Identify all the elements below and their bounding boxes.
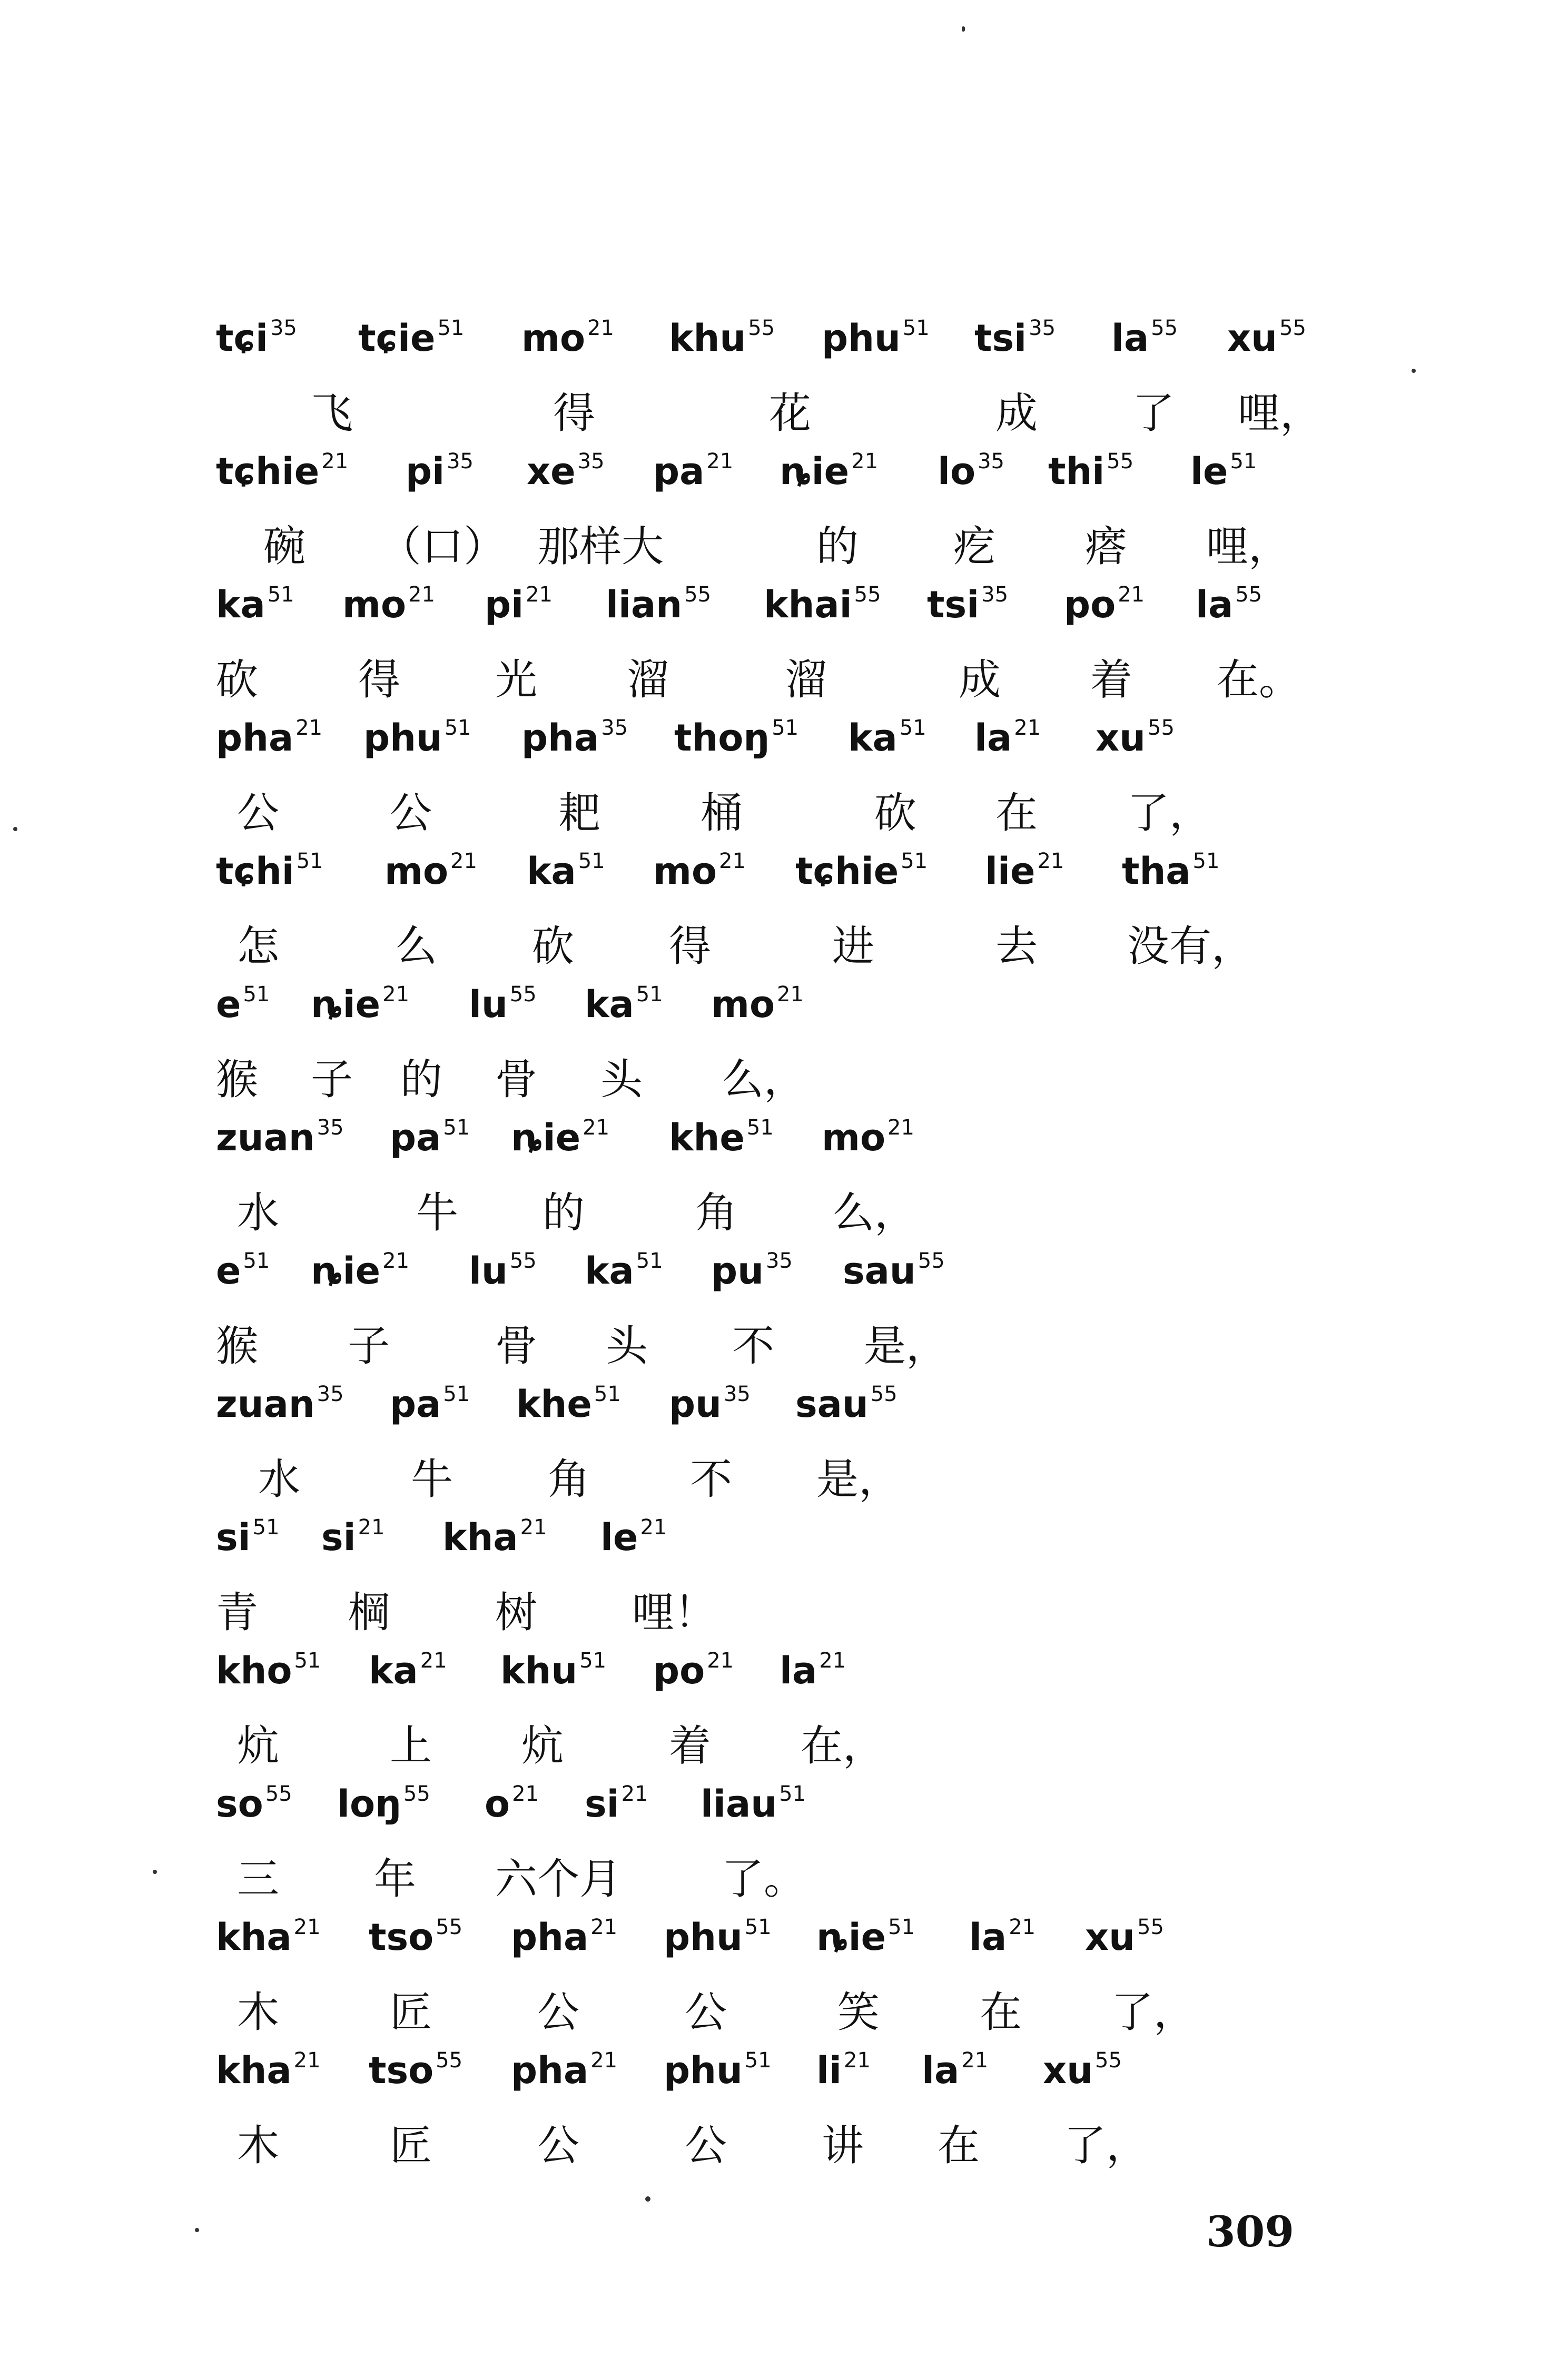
gloss-word: 了， [1127,788,1211,837]
gloss-word: 成 [995,389,1038,438]
gloss-word: 成 [959,655,1001,704]
tone-number: 35 [317,1382,344,1406]
gloss-word: 子 [311,1055,353,1104]
gloss-word: 么， [832,1188,916,1237]
gloss-word: 那样大 [537,522,664,571]
tone-number: 51 [746,1116,774,1140]
syllable-text: tɕhi [216,850,294,893]
gloss-word: 炕 [237,1721,279,1770]
syllable-text: tsi [974,317,1027,360]
verse-line [216,561,1348,704]
tone-number: 35 [447,449,474,474]
tone-number: 35 [270,316,297,340]
gloss-word: 公 [537,2121,579,2170]
gloss-word: 树 [495,1588,537,1637]
syllable-text: po [653,1649,705,1692]
gloss-word: 在 [938,2121,980,2170]
interlinear-text [216,295,1348,2170]
gloss-word: 溜 [627,655,669,704]
gloss-word: 没有， [1127,922,1254,971]
tone-number: 51 [444,716,471,740]
tone-number: 21 [961,2048,989,2073]
tone-number: 21 [719,849,746,873]
tone-number: 21 [382,982,410,1007]
syllable-text: tɕie [358,317,436,360]
syllable-text: o [485,1782,510,1826]
scan-speck [1412,369,1416,373]
gloss-word: 疙 [953,522,995,571]
gloss-word: 桶 [701,788,743,837]
chinese-gloss-row [216,1094,1348,1237]
gloss-word: 讲 [822,2121,864,2170]
tone-number: 21 [321,449,349,474]
chinese-gloss-row [216,295,1348,438]
tone-number: 21 [621,1782,648,1806]
syllable-text: le [600,1516,638,1559]
syllable-text: lian [606,583,683,626]
syllable-text: lu [469,983,508,1026]
syllable-text: si [321,1516,356,1559]
tone-number: 51 [594,1382,621,1406]
syllable-text: la [922,2049,960,2092]
tone-number: 21 [520,1515,547,1540]
syllable-text: khe [516,1383,592,1426]
tone-number: 55 [854,583,881,607]
tone-number: 55 [509,1249,537,1273]
syllable-text: pha [511,1916,589,1959]
tone-number: 51 [579,1649,607,1673]
gloss-word: 么， [722,1055,806,1104]
tone-number: 55 [684,583,711,607]
syllable-text: tso [369,2049,434,2092]
gloss-word: 是， [816,1455,901,1504]
verse-line [216,828,1348,971]
gloss-word: 哩， [1238,389,1322,438]
tone-number: 21 [590,1915,618,1939]
syllable-text: la [1111,317,1149,360]
tone-number: 21 [382,1249,410,1273]
syllable-text: pa [390,1383,441,1426]
tone-number: 35 [978,449,1004,474]
syllable-text: pha [521,716,599,760]
syllable-text: xu [1043,2049,1093,2092]
page-number: 309 [1206,2207,1294,2256]
tone-number: 21 [587,316,614,340]
tone-number: 35 [317,1116,344,1140]
tone-number: 21 [450,849,477,873]
tone-number: 51 [252,1515,280,1540]
tone-number: 21 [1118,583,1145,607]
gloss-word: 砍 [874,788,916,837]
tone-number: 55 [870,1382,898,1406]
gloss-word: 牛 [416,1188,458,1237]
gloss-word: 光 [495,655,537,704]
syllable-text: pi [485,583,524,626]
gloss-word: 碗 [263,522,305,571]
verse-line [216,1494,1348,1637]
tone-number: 51 [744,2048,772,2073]
gloss-word: 猴 [216,1055,258,1104]
syllable-text: sau [795,1383,869,1426]
gloss-word: 在。 [1217,655,1301,704]
syllable-text: la [780,1649,817,1692]
syllable-text: mo [822,1116,886,1159]
tone-number: 35 [577,449,605,474]
gloss-word: 匠 [390,2121,432,2170]
syllable-text: la [969,1916,1007,1959]
tone-number: 55 [509,982,537,1007]
gloss-word: 的 [543,1188,585,1237]
syllable-text: kha [216,2049,292,2092]
gloss-word: 着 [1090,655,1132,704]
syllable-text: tɕhie [216,450,320,493]
syllable-text: so [216,1782,263,1826]
gloss-word: 炕 [521,1721,564,1770]
gloss-word: 是， [864,1321,948,1370]
gloss-word: 三 [237,1855,279,1903]
verse-line [216,1761,1348,1903]
gloss-word: 公 [537,1988,579,2037]
chinese-gloss-row [216,961,1348,1104]
tone-number: 21 [358,1515,385,1540]
syllable-text: zuan [216,1383,315,1426]
syllable-text: mo [711,983,775,1026]
gloss-word: 骨 [495,1321,537,1370]
tone-number: 21 [851,449,879,474]
syllable-text: ȵie [780,450,850,493]
syllable-text: khu [669,317,746,360]
gloss-word: 了 [1132,389,1175,438]
syllable-text: ka [216,583,265,626]
tone-number: 51 [636,982,663,1007]
syllable-text: mo [521,317,586,360]
tone-number: 21 [583,1116,610,1140]
syllable-text: xe [527,450,576,493]
syllable-text: lie [985,850,1036,893]
syllable-text: ka [585,983,634,1026]
gloss-word: 水 [258,1455,300,1504]
chinese-gloss-row [216,828,1348,971]
tone-number: 35 [1029,316,1056,340]
gloss-word: 匠 [390,1988,432,2037]
gloss-word: 六个月 [495,1855,622,1903]
gloss-word: 公 [237,788,279,837]
gloss-word: 砍 [216,655,258,704]
tone-number: 35 [981,583,1009,607]
gloss-word: 头 [600,1055,643,1104]
syllable-text: ȵie [511,1116,581,1159]
chinese-gloss-row [216,428,1348,571]
gloss-word: 猴 [216,1321,258,1370]
tone-number: 35 [765,1249,793,1273]
syllable-text: kha [442,1516,518,1559]
verse-line [216,1894,1348,2037]
syllable-text: kha [216,1916,292,1959]
tone-number: 35 [601,716,628,740]
syllable-text: thoŋ [674,716,770,760]
tone-number: 21 [420,1649,447,1673]
tone-number: 51 [443,1116,470,1140]
syllable-text: liau [701,1782,777,1826]
syllable-text: li [816,2049,842,2092]
scan-speck [962,26,965,32]
scan-speck [645,2196,650,2202]
verse-line [216,695,1348,837]
gloss-word: 得 [669,922,711,971]
chinese-gloss-row [216,1761,1348,1903]
syllable-text: thi [1048,450,1105,493]
gloss-word: 木 [237,2121,279,2170]
tone-number: 55 [403,1782,430,1806]
gloss-word: 笑 [837,1988,880,2037]
tone-number: 55 [1151,316,1178,340]
syllable-text: ka [369,1649,418,1692]
tone-number: 51 [1192,849,1220,873]
gloss-word: 去 [995,922,1038,971]
syllable-text: xu [1227,317,1277,360]
syllable-text: phu [822,317,901,360]
tone-number: 55 [436,1915,463,1939]
tone-number: 51 [267,583,294,607]
syllable-text: pha [216,716,294,760]
tone-number: 51 [443,1382,470,1406]
tone-number: 21 [295,716,323,740]
gloss-word: （口） [379,522,506,571]
tone-number: 21 [293,1915,321,1939]
tone-number: 55 [1107,449,1134,474]
tone-number: 51 [888,1915,915,1939]
verse-line [216,1094,1348,1237]
chinese-gloss-row [216,1894,1348,2037]
syllable-text: khai [764,583,852,626]
tone-number: 21 [706,449,734,474]
tone-number: 51 [902,316,930,340]
tone-number: 21 [512,1782,539,1806]
syllable-text: tsi [927,583,980,626]
syllable-text: pa [653,450,705,493]
verse-line [216,295,1348,438]
tone-number: 55 [1235,583,1263,607]
tone-number: 21 [887,1116,914,1140]
syllable-text: tɕhie [795,850,899,893]
gloss-word: 飞 [311,389,353,438]
gloss-word: 的 [400,1055,442,1104]
gloss-word: 着 [669,1721,711,1770]
tone-number: 21 [777,982,804,1007]
gloss-word: 在 [980,1988,1022,2037]
syllable-text: pu [711,1249,764,1293]
syllable-text: mo [384,850,449,893]
syllable-text: ȵie [311,983,381,1026]
gloss-word: 不 [690,1455,732,1504]
syllable-text: e [216,1249,241,1293]
tone-number: 55 [1279,316,1306,340]
chinese-gloss-row [216,695,1348,837]
syllable-text: xu [1085,1916,1135,1959]
gloss-word: 么 [395,922,437,971]
gloss-word: 瘩 [1085,522,1127,571]
verse-line [216,961,1348,1104]
syllable-text: phu [363,716,442,760]
scan-speck [195,2228,199,2232]
tone-number: 55 [1137,1915,1164,1939]
gloss-word: 水 [237,1188,279,1237]
syllable-text: xu [1096,716,1146,760]
verse-line [216,2027,1348,2170]
syllable-text: ka [527,850,576,893]
gloss-word: 了。 [722,1855,806,1903]
tone-number: 21 [640,1515,667,1540]
tone-number: 51 [744,1915,772,1939]
syllable-text: le [1190,450,1228,493]
syllable-text: tha [1122,850,1191,893]
gloss-word: 牛 [411,1455,453,1504]
tone-number: 51 [437,316,465,340]
syllable-text: tɕi [216,317,268,360]
gloss-word: 得 [553,389,595,438]
gloss-word: 上 [390,1721,432,1770]
tone-number: 51 [296,849,323,873]
gloss-word: 了， [1064,2121,1148,2170]
gloss-word: 角 [695,1188,737,1237]
syllable-text: kho [216,1649,292,1692]
tone-number: 51 [1230,449,1257,474]
tone-number: 21 [526,583,553,607]
chinese-gloss-row [216,1628,1348,1770]
syllable-text: si [585,1782,619,1826]
tone-number: 21 [707,1649,734,1673]
tone-number: 51 [578,849,605,873]
gloss-word: 进 [832,922,874,971]
syllable-text: ka [848,716,898,760]
syllable-text: sau [843,1249,916,1293]
syllable-text: lu [469,1249,508,1293]
gloss-word: 花 [769,389,811,438]
tone-number: 21 [819,1649,846,1673]
syllable-text: mo [653,850,717,893]
gloss-word: 子 [348,1321,390,1370]
syllable-text: po [1064,583,1116,626]
gloss-word: 的 [816,522,859,571]
syllable-text: si [216,1516,251,1559]
gloss-word: 怎 [237,922,279,971]
tone-number: 55 [436,2048,463,2073]
tone-number: 51 [899,716,926,740]
tone-number: 55 [1148,716,1175,740]
tone-number: 51 [243,982,270,1007]
syllable-text: loŋ [337,1782,401,1826]
tone-number: 51 [901,849,928,873]
gloss-word: 木 [237,1988,279,2037]
tone-number: 21 [590,2048,618,2073]
gloss-word: 了， [1111,1988,1196,2037]
tone-number: 21 [1037,849,1064,873]
gloss-word: 在 [995,788,1038,837]
syllable-text: pa [390,1116,441,1159]
syllable-text: pu [669,1383,722,1426]
gloss-word: 在， [801,1721,885,1770]
syllable-text: zuan [216,1116,315,1159]
syllable-text: ka [585,1249,634,1293]
tone-number: 51 [772,716,799,740]
syllable-text: pha [511,2049,589,2092]
gloss-word: 砍 [532,922,574,971]
gloss-word: 公 [390,788,432,837]
tone-number: 21 [1009,1915,1036,1939]
tone-number: 51 [636,1249,663,1273]
tone-number: 55 [265,1782,292,1806]
verse-line [216,1228,1348,1370]
syllable-text: khe [669,1116,745,1159]
syllable-text: khu [500,1649,578,1692]
gloss-word: 不 [732,1321,774,1370]
gloss-word: 棡 [348,1588,390,1637]
gloss-word: 公 [685,2121,727,2170]
gloss-word: 青 [216,1588,258,1637]
verse-line [216,1628,1348,1770]
syllable-text: ȵie [311,1249,381,1293]
tone-number: 55 [748,316,775,340]
gloss-word: 年 [374,1855,416,1903]
gloss-word: 得 [358,655,400,704]
tone-number: 21 [293,2048,321,2073]
tone-number: 21 [1014,716,1041,740]
tone-number: 55 [1095,2048,1122,2073]
syllable-text: la [1196,583,1234,626]
tone-number: 51 [779,1782,806,1806]
chinese-gloss-row [216,1361,1348,1504]
tone-number: 51 [243,1249,270,1273]
chinese-gloss-row [216,561,1348,704]
syllable-text: mo [342,583,407,626]
gloss-word: 哩， [1206,522,1290,571]
syllable-text: ȵie [816,1916,886,1959]
syllable-text: phu [664,2049,743,2092]
gloss-word: 骨 [495,1055,537,1104]
syllable-text: pi [406,450,445,493]
syllable-text: la [974,716,1012,760]
syllable-text: phu [664,1916,743,1959]
chinese-gloss-row [216,2027,1348,2170]
tone-number: 21 [844,2048,871,2073]
syllable-text: tso [369,1916,434,1959]
verse-line [216,1361,1348,1504]
scan-speck [13,827,17,831]
gloss-word: 头 [606,1321,648,1370]
gloss-word: 角 [548,1455,590,1504]
chinese-gloss-row [216,1228,1348,1370]
chinese-gloss-row [216,1494,1348,1637]
gloss-word: 哩！ [632,1588,716,1637]
gloss-word: 耙 [558,788,600,837]
syllable-text: lo [938,450,976,493]
gloss-word: 溜 [785,655,827,704]
gloss-word: 公 [685,1988,727,2037]
scan-speck [153,1870,157,1874]
tone-number: 51 [294,1649,321,1673]
tone-number: 55 [918,1249,945,1273]
syllable-text: e [216,983,241,1026]
tone-number: 35 [723,1382,751,1406]
verse-line [216,428,1348,571]
tone-number: 21 [408,583,435,607]
